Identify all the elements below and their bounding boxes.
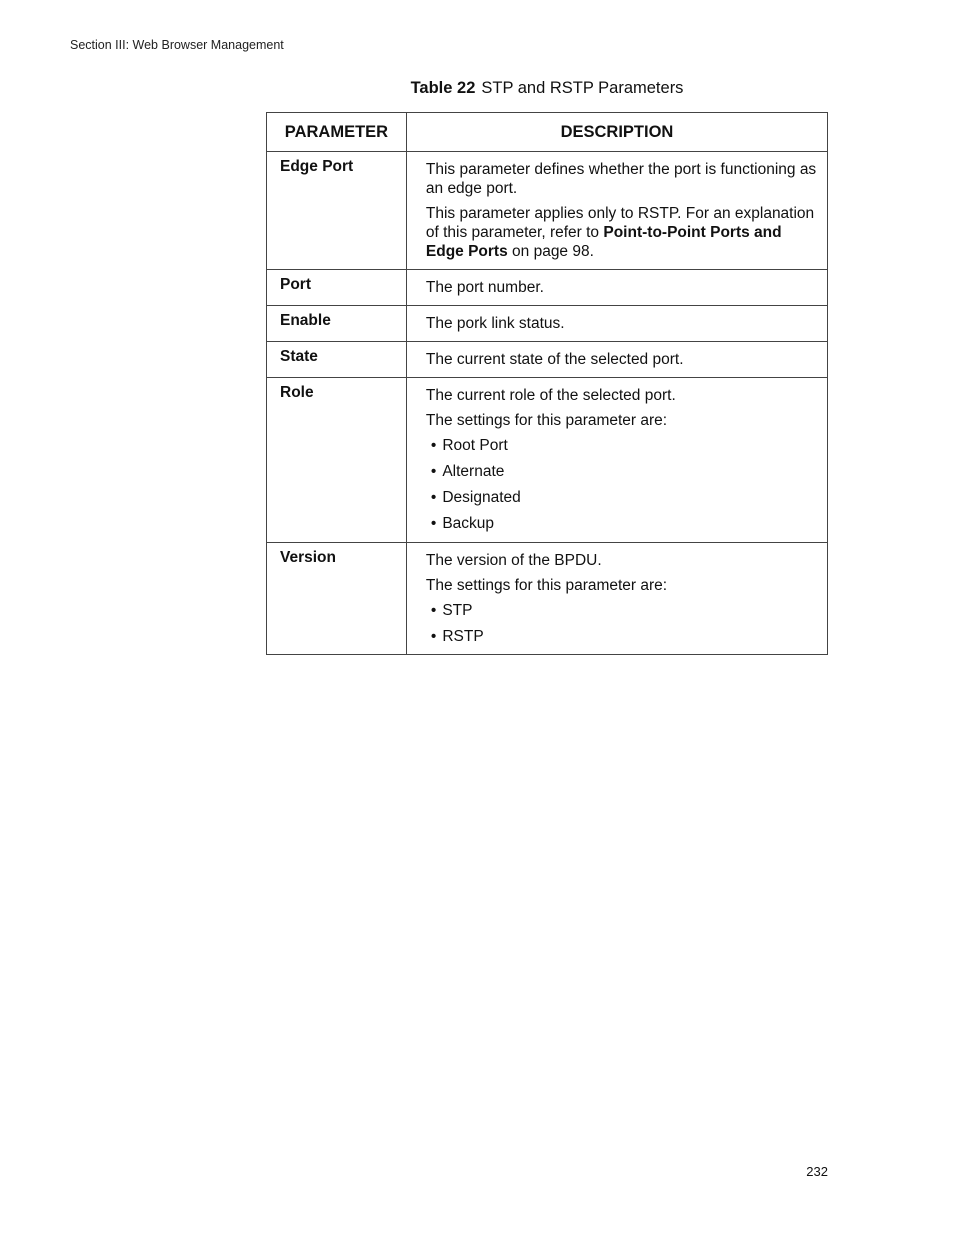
parameter-description bbox=[406, 378, 827, 543]
description-text: This parameter defines whether the port is functioning as an edge port. bbox=[425, 161, 817, 197]
parameter-name: Port bbox=[267, 270, 407, 306]
parameter-description bbox=[406, 152, 827, 270]
parameter-description bbox=[406, 270, 827, 306]
cross-reference-link[interactable]: Point-to-Point Ports and Edge Ports bbox=[425, 224, 782, 260]
description-text: The port number. bbox=[425, 279, 544, 296]
description-text bbox=[426, 204, 821, 261]
table-row bbox=[267, 378, 828, 543]
table-row bbox=[267, 306, 828, 342]
description-text: The settings for this parameter are: bbox=[425, 577, 668, 594]
list-item: • Root Port bbox=[431, 436, 821, 455]
list-item: • Alternate bbox=[431, 462, 821, 481]
parameters-table bbox=[266, 112, 828, 655]
table-caption bbox=[266, 79, 828, 98]
parameter-name: Version bbox=[267, 543, 407, 655]
list-item: • Designated bbox=[431, 488, 821, 507]
table-title: STP and RSTP Parameters bbox=[481, 79, 684, 97]
list-item: • RSTP bbox=[431, 627, 821, 646]
table-row bbox=[267, 543, 828, 655]
settings-list bbox=[426, 436, 821, 533]
page-number: 232 bbox=[806, 1164, 828, 1179]
running-header: Section III: Web Browser Management bbox=[70, 38, 284, 52]
table-number: Table 22 bbox=[410, 79, 476, 97]
description-text: The current role of the selected port. bbox=[425, 387, 676, 404]
parameter-name: Edge Port bbox=[267, 152, 407, 270]
parameter-description bbox=[406, 306, 827, 342]
table-row bbox=[267, 152, 828, 270]
parameter-name: State bbox=[267, 342, 407, 378]
table-header-row bbox=[267, 113, 828, 152]
column-header-parameter: PARAMETER bbox=[267, 113, 407, 152]
list-item: • STP bbox=[431, 601, 821, 620]
parameter-description bbox=[406, 342, 827, 378]
description-text: The version of the BPDU. bbox=[425, 552, 602, 569]
description-text: The current state of the selected port. bbox=[425, 351, 684, 368]
column-header-description: DESCRIPTION bbox=[406, 113, 827, 152]
description-text: The pork link status. bbox=[425, 315, 565, 332]
list-item: • Backup bbox=[431, 514, 821, 533]
table-row bbox=[267, 342, 828, 378]
settings-list bbox=[426, 601, 821, 646]
table-row bbox=[267, 270, 828, 306]
description-text-segment: on page 98. bbox=[507, 243, 594, 260]
description-text: The settings for this parameter are: bbox=[425, 412, 668, 429]
description-text-segment: This parameter applies only to RSTP. For an explanation of this parameter, refer to bbox=[425, 205, 815, 241]
parameter-name: Enable bbox=[267, 306, 407, 342]
parameter-description bbox=[406, 543, 827, 655]
parameter-name: Role bbox=[267, 378, 407, 543]
